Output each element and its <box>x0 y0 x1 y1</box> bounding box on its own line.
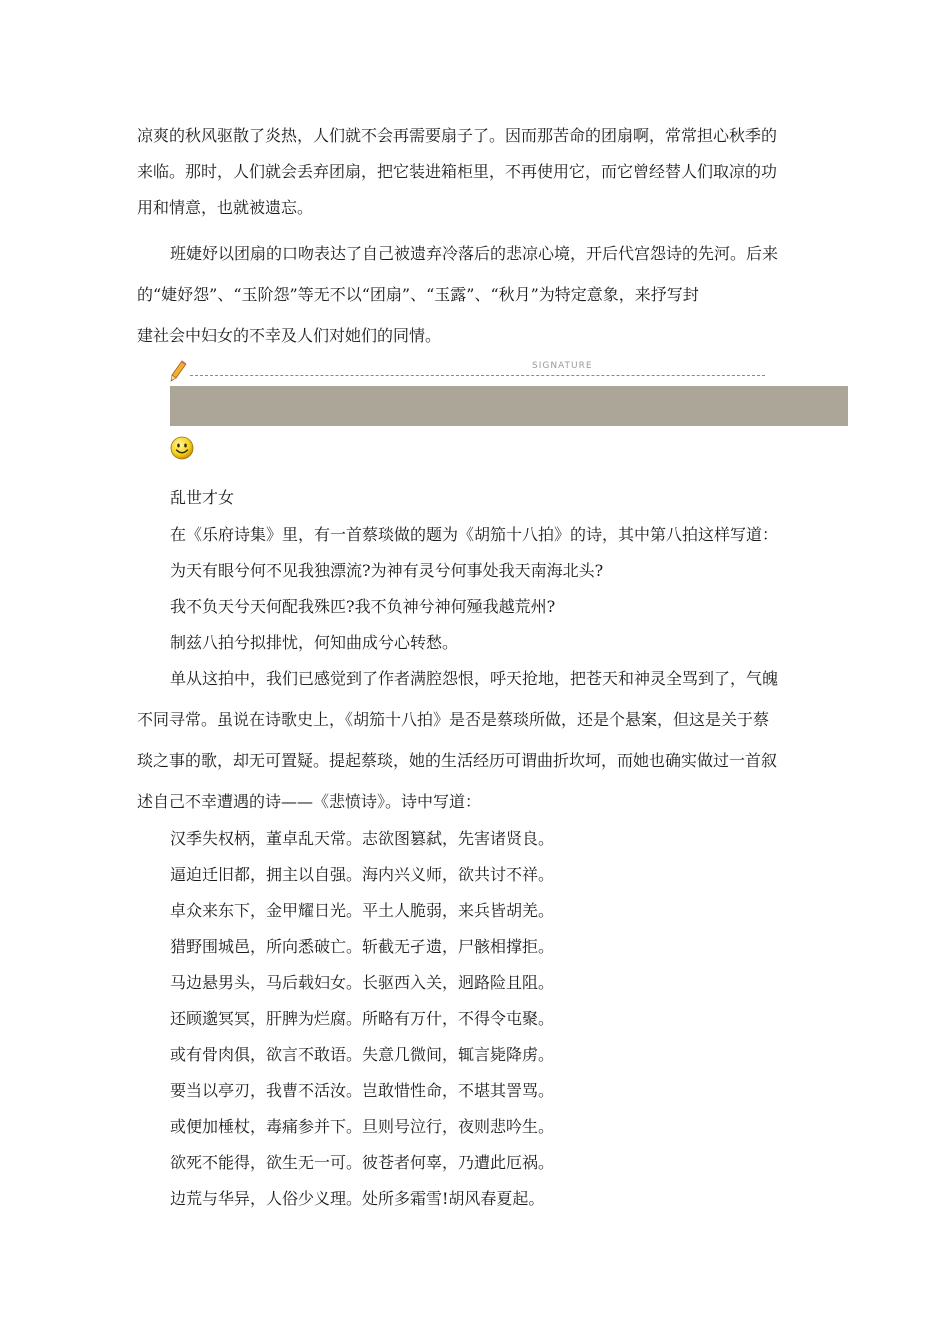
poem-line: 还顾邈冥冥，肝脾为烂腐。所略有万什，不得令屯聚。 <box>170 1009 555 1028</box>
poem-line: 或便加棰杖，毒痛参并下。旦则号泣行，夜则悲吟生。 <box>170 1117 555 1136</box>
poem-line: 欲死不能得，欲生无一可。彼苍者何辜，乃遭此厄祸。 <box>170 1153 555 1172</box>
section-heading: 乱世才女 <box>170 488 235 507</box>
text-line: 不同寻常。虽说在诗歌史上，《胡笳十八拍》是否是蔡琰所做，还是个悬案，但这是关于蔡 <box>137 710 770 729</box>
poem-line: 马边悬男头，马后载妇女。长驱西入关，迥路险且阻。 <box>170 973 555 992</box>
text-line: 凉爽的秋风驱散了炎热，人们就不会再需要扇子了。因而那苦命的团扇啊，常常担心秋季的 <box>137 126 778 145</box>
poem-line: 逼迫迁旧都，拥主以自强。海内兴义师，欲共讨不祥。 <box>170 865 555 884</box>
poem-line: 汉季失权柄，董卓乱天常。志欲图篡弑，先害诸贤良。 <box>170 829 555 848</box>
poem-line: 制兹八拍兮拟排忧，何知曲成兮心转愁。 <box>170 633 459 652</box>
text-line: 琰之事的歌，却无可置疑。提起蔡琰，她的生活经历可谓曲折坎坷，而她也确实做过一首叙 <box>137 751 778 770</box>
poem-line: 边荒与华异，人俗少义理。处所多霜雪!胡风春夏起。 <box>170 1189 545 1208</box>
text-line: 单从这拍中，我们已感觉到了作者满腔怨恨，呼天抢地，把苍天和神灵全骂到了，气魄 <box>170 669 779 688</box>
text-line: 在《乐府诗集》里，有一首蔡琰做的题为《胡笳十八拍》的诗，其中第八拍这样写道： <box>170 525 779 544</box>
signature-divider <box>190 375 765 376</box>
pencil-icon <box>170 360 188 382</box>
poem-line: 或有骨肉俱，欲言不敢语。失意几微间，辄言毙降虏。 <box>170 1045 555 1064</box>
poem-line: 猎野围城邑，所向悉破亡。斩截无孑遗，尸骸相撑拒。 <box>170 937 555 956</box>
text-line: 班婕妤以团扇的口吻表达了自己被遗弃冷落后的悲凉心境，开后代宫怨诗的先河。后来 <box>170 244 779 263</box>
poem-line: 卓众来东下，金甲耀日光。平土人脆弱，来兵皆胡羌。 <box>170 901 555 920</box>
signature-bar <box>170 386 848 426</box>
smiley-icon <box>170 436 194 460</box>
text-line: 建社会中妇女的不幸及人们对她们的同情。 <box>137 326 442 345</box>
poem-line: 我不负天兮天何配我殊匹?我不负神兮神何殛我越荒州? <box>170 597 556 616</box>
signature-label: SIGNATURE <box>532 361 593 371</box>
text-line: 用和情意，也就被遗忘。 <box>137 198 314 217</box>
text-line: 的“婕妤怨”、“玉阶怨”等无不以“团扇”、“玉露”、“秋月”为特定意象，来抒写封 <box>137 285 699 304</box>
text-line: 述自己不幸遭遇的诗——《悲愤诗》。诗中写道： <box>137 792 482 811</box>
poem-line: 为天有眼兮何不见我独漂流?为神有灵兮何事处我天南海北头? <box>170 561 604 580</box>
poem-line: 要当以亭刃，我曹不活汝。岂敢惜性命，不堪其詈骂。 <box>170 1081 555 1100</box>
signature-block <box>170 358 850 428</box>
text-line: 来临。那时，人们就会丢弃团扇，把它装进箱柜里，不再使用它，而它曾经替人们取凉的功 <box>137 162 778 181</box>
